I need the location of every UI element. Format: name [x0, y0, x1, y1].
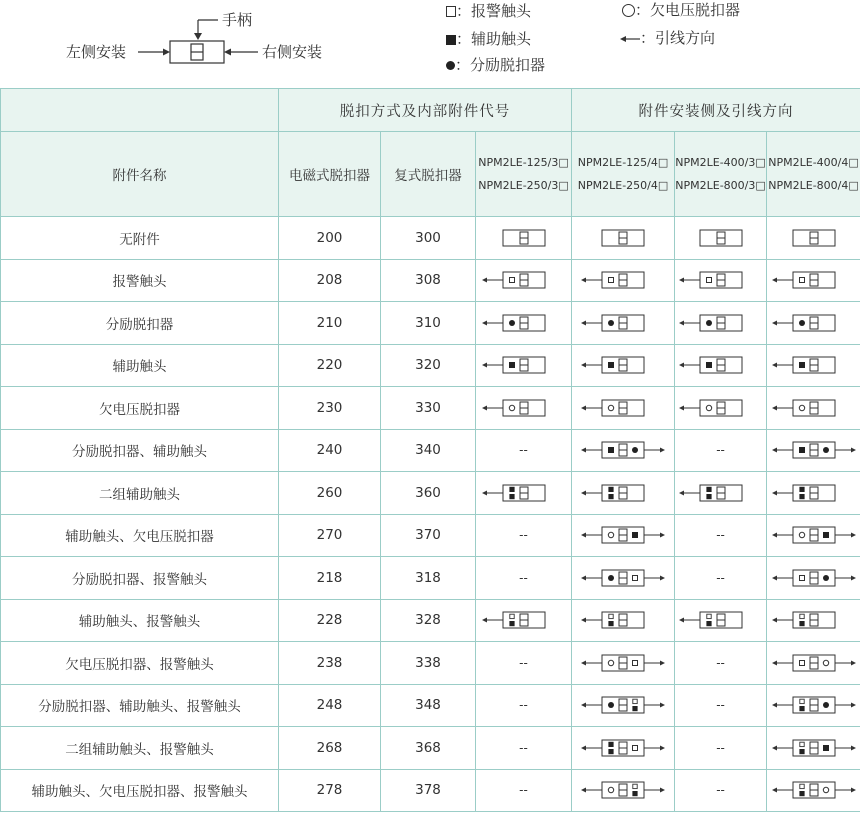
install-diagram-cell-3	[675, 429, 767, 472]
not-applicable-mark: --	[519, 783, 528, 798]
install-diagram-cell-3	[675, 387, 767, 430]
legend-item-undervoltage: ：欠电压脱扣器	[622, 1, 740, 19]
breaker-diagram	[481, 268, 567, 292]
open-circle-icon	[622, 4, 635, 17]
breaker-diagram	[771, 396, 857, 420]
table-row	[1, 302, 860, 345]
breaker-diagram	[580, 226, 666, 250]
magnetic-code-cell: 238	[279, 642, 381, 685]
breaker-diagram	[678, 608, 764, 632]
breaker-diagram	[771, 651, 857, 675]
breaker-diagram	[580, 311, 666, 335]
magnetic-code-cell: 278	[279, 769, 381, 812]
install-diagram-cell-2	[572, 684, 675, 727]
install-diagram-cell-4	[767, 727, 860, 770]
breaker-diagram	[481, 481, 567, 505]
col-accessory-name: 附件名称	[1, 132, 279, 217]
filled-square-icon	[446, 35, 456, 45]
not-applicable-mark: --	[519, 740, 528, 755]
install-diagram-cell-4	[767, 302, 860, 345]
install-diagram-cell-3	[675, 514, 767, 557]
install-diagram-cell-1	[476, 259, 572, 302]
accessory-name-cell: 欠电压脱扣器	[1, 387, 279, 430]
table-row	[1, 387, 860, 430]
magnetic-code-cell: 230	[279, 387, 381, 430]
magnetic-code-cell: 260	[279, 472, 381, 515]
install-diagram-cell-2	[572, 557, 675, 600]
not-applicable-mark: --	[716, 528, 725, 543]
install-diagram-cell-3	[675, 727, 767, 770]
install-diagram-cell-1	[476, 472, 572, 515]
install-diagram-cell-3	[675, 344, 767, 387]
breaker-diagram	[771, 693, 857, 717]
breaker-diagram	[678, 353, 764, 377]
install-diagram-cell-4	[767, 514, 860, 557]
install-diagram-cell-3	[675, 472, 767, 515]
install-diagram-cell-2	[572, 302, 675, 345]
breaker-diagram	[771, 353, 857, 377]
table-row	[1, 727, 860, 770]
breaker-diagram	[580, 778, 666, 802]
install-diagram-cell-3	[675, 302, 767, 345]
not-applicable-mark: --	[716, 443, 725, 458]
compound-code-cell: 360	[381, 472, 476, 515]
legend-item-lead-direction: ：引线方向	[620, 29, 715, 47]
breaker-diagram	[580, 268, 666, 292]
not-applicable-mark: --	[716, 740, 725, 755]
not-applicable-mark: --	[716, 655, 725, 670]
install-diagram-cell-4	[767, 429, 860, 472]
accessory-name-cell: 二组辅助触头、报警触头	[1, 727, 279, 770]
table-row	[1, 259, 860, 302]
accessory-name-cell: 辅助触头	[1, 344, 279, 387]
breaker-diagram	[580, 396, 666, 420]
legend-item-auxiliary: ：辅助触头	[446, 30, 531, 48]
installation-diagram	[0, 0, 380, 88]
breaker-diagram	[481, 608, 567, 632]
left-arrow-icon	[620, 34, 640, 44]
breaker-diagram	[771, 778, 857, 802]
breaker-diagram	[771, 311, 857, 335]
table-row	[1, 599, 860, 642]
not-applicable-mark: --	[519, 655, 528, 670]
magnetic-code-cell: 218	[279, 557, 381, 600]
install-diagram-cell-4	[767, 557, 860, 600]
install-diagram-cell-4	[767, 387, 860, 430]
install-diagram-cell-4	[767, 472, 860, 515]
install-diagram-cell-1	[476, 429, 572, 472]
breaker-diagram	[771, 523, 857, 547]
install-diagram-cell-1	[476, 344, 572, 387]
table-row	[1, 769, 860, 812]
magnetic-code-cell: 200	[279, 217, 381, 260]
accessory-name-cell: 欠电压脱扣器、报警触头	[1, 642, 279, 685]
compound-code-cell: 348	[381, 684, 476, 727]
header-install-side: 附件安装侧及引线方向	[572, 89, 860, 132]
magnetic-code-cell: 268	[279, 727, 381, 770]
open-square-icon	[446, 6, 456, 17]
install-diagram-cell-1	[476, 642, 572, 685]
install-diagram-cell-2	[572, 344, 675, 387]
compound-code-cell: 318	[381, 557, 476, 600]
compound-code-cell: 368	[381, 727, 476, 770]
breaker-diagram	[580, 481, 666, 505]
not-applicable-mark: --	[519, 570, 528, 585]
breaker-diagram	[771, 566, 857, 590]
install-diagram-cell-2	[572, 259, 675, 302]
breaker-diagram	[771, 268, 857, 292]
install-diagram-cell-2	[572, 514, 675, 557]
install-diagram-cell-4	[767, 259, 860, 302]
breaker-diagram	[678, 226, 764, 250]
install-diagram-cell-2	[572, 642, 675, 685]
col-compound-trip: 复式脱扣器	[381, 132, 476, 217]
install-diagram-cell-3	[675, 259, 767, 302]
legend-item-alarm: ：报警触头	[446, 2, 531, 20]
compound-code-cell: 330	[381, 387, 476, 430]
accessory-name-cell: 分励脱扣器、报警触头	[1, 557, 279, 600]
not-applicable-mark: --	[716, 698, 725, 713]
breaker-diagram	[580, 736, 666, 760]
install-diagram-cell-1	[476, 769, 572, 812]
install-diagram-cell-2	[572, 769, 675, 812]
filled-dot-icon	[446, 61, 455, 70]
accessory-name-cell: 分励脱扣器、辅助触头、报警触头	[1, 684, 279, 727]
install-diagram-cell-2	[572, 727, 675, 770]
col-magnetic-trip: 电磁式脱扣器	[279, 132, 381, 217]
right-install-label: 右侧安装	[262, 43, 323, 61]
install-diagram-cell-3	[675, 217, 767, 260]
install-diagram-cell-3	[675, 557, 767, 600]
accessory-name-cell: 报警触头	[1, 259, 279, 302]
install-diagram-cell-1	[476, 302, 572, 345]
breaker-diagram	[678, 481, 764, 505]
breaker-diagram	[771, 481, 857, 505]
install-diagram-cell-2	[572, 429, 675, 472]
install-diagram-cell-4	[767, 599, 860, 642]
install-diagram-cell-1	[476, 684, 572, 727]
accessory-name-cell: 辅助触头、报警触头	[1, 599, 279, 642]
compound-code-cell: 378	[381, 769, 476, 812]
breaker-diagram	[678, 396, 764, 420]
table-row	[1, 557, 860, 600]
breaker-diagram	[678, 311, 764, 335]
breaker-diagram	[580, 651, 666, 675]
compound-code-cell: 310	[381, 302, 476, 345]
magnetic-code-cell: 208	[279, 259, 381, 302]
install-diagram-cell-2	[572, 472, 675, 515]
header-blank	[1, 89, 279, 132]
install-diagram-cell-4	[767, 684, 860, 727]
breaker-diagram	[771, 226, 857, 250]
table-row	[1, 642, 860, 685]
not-applicable-mark: --	[519, 528, 528, 543]
breaker-diagram	[580, 566, 666, 590]
accessory-code-table	[0, 88, 860, 812]
table-row	[1, 514, 860, 557]
compound-code-cell: 370	[381, 514, 476, 557]
accessory-name-cell: 无附件	[1, 217, 279, 260]
table-row	[1, 472, 860, 515]
col-model-3: NPM2LE-400/3□ NPM2LE-800/3□	[675, 132, 767, 217]
not-applicable-mark: --	[519, 443, 528, 458]
breaker-diagram	[580, 438, 666, 462]
install-diagram-cell-4	[767, 642, 860, 685]
install-diagram-cell-4	[767, 769, 860, 812]
compound-code-cell: 328	[381, 599, 476, 642]
install-diagram-cell-2	[572, 217, 675, 260]
install-diagram-cell-1	[476, 217, 572, 260]
magnetic-code-cell: 240	[279, 429, 381, 472]
accessory-name-cell: 辅助触头、欠电压脱扣器、报警触头	[1, 769, 279, 812]
magnetic-code-cell: 228	[279, 599, 381, 642]
breaker-diagram	[771, 736, 857, 760]
install-diagram-cell-1	[476, 387, 572, 430]
handle-label: 手柄	[222, 11, 253, 29]
accessory-name-cell: 二组辅助触头	[1, 472, 279, 515]
breaker-diagram	[678, 268, 764, 292]
accessory-name-cell: 分励脱扣器	[1, 302, 279, 345]
breaker-diagram	[580, 353, 666, 377]
col-model-4: NPM2LE-400/4□ NPM2LE-800/4□	[767, 132, 860, 217]
compound-code-cell: 308	[381, 259, 476, 302]
breaker-diagram	[580, 693, 666, 717]
breaker-diagram	[481, 311, 567, 335]
breaker-diagram	[771, 608, 857, 632]
install-diagram-cell-3	[675, 642, 767, 685]
breaker-diagram	[771, 438, 857, 462]
install-diagram-cell-1	[476, 557, 572, 600]
breaker-diagram	[580, 608, 666, 632]
install-diagram-cell-1	[476, 514, 572, 557]
col-model-1: NPM2LE-125/3□ NPM2LE-250/3□	[476, 132, 572, 217]
compound-code-cell: 300	[381, 217, 476, 260]
accessory-name-cell: 辅助触头、欠电压脱扣器	[1, 514, 279, 557]
magnetic-code-cell: 220	[279, 344, 381, 387]
install-diagram-cell-2	[572, 387, 675, 430]
compound-code-cell: 320	[381, 344, 476, 387]
table-row	[1, 344, 860, 387]
install-diagram-cell-2	[572, 599, 675, 642]
not-applicable-mark: --	[519, 698, 528, 713]
header-trip-code: 脱扣方式及内部附件代号	[279, 89, 572, 132]
install-diagram-cell-4	[767, 344, 860, 387]
left-install-label: 左侧安装	[66, 43, 127, 61]
compound-code-cell: 340	[381, 429, 476, 472]
not-applicable-mark: --	[716, 783, 725, 798]
magnetic-code-cell: 248	[279, 684, 381, 727]
table-row	[1, 684, 860, 727]
compound-code-cell: 338	[381, 642, 476, 685]
breaker-diagram	[481, 226, 567, 250]
table-row	[1, 429, 860, 472]
magnetic-code-cell: 270	[279, 514, 381, 557]
not-applicable-mark: --	[716, 570, 725, 585]
install-diagram-cell-3	[675, 769, 767, 812]
legend-item-shunt: ：分励脱扣器	[446, 56, 545, 74]
magnetic-code-cell: 210	[279, 302, 381, 345]
install-diagram-cell-3	[675, 684, 767, 727]
breaker-diagram	[481, 396, 567, 420]
col-model-2: NPM2LE-125/4□ NPM2LE-250/4□	[572, 132, 675, 217]
install-diagram-cell-1	[476, 599, 572, 642]
table-row	[1, 217, 860, 260]
install-diagram-cell-3	[675, 599, 767, 642]
breaker-diagram	[481, 353, 567, 377]
legend	[0, 0, 860, 88]
install-diagram-cell-4	[767, 217, 860, 260]
accessory-name-cell: 分励脱扣器、辅助触头	[1, 429, 279, 472]
install-diagram-cell-1	[476, 727, 572, 770]
breaker-diagram	[580, 523, 666, 547]
